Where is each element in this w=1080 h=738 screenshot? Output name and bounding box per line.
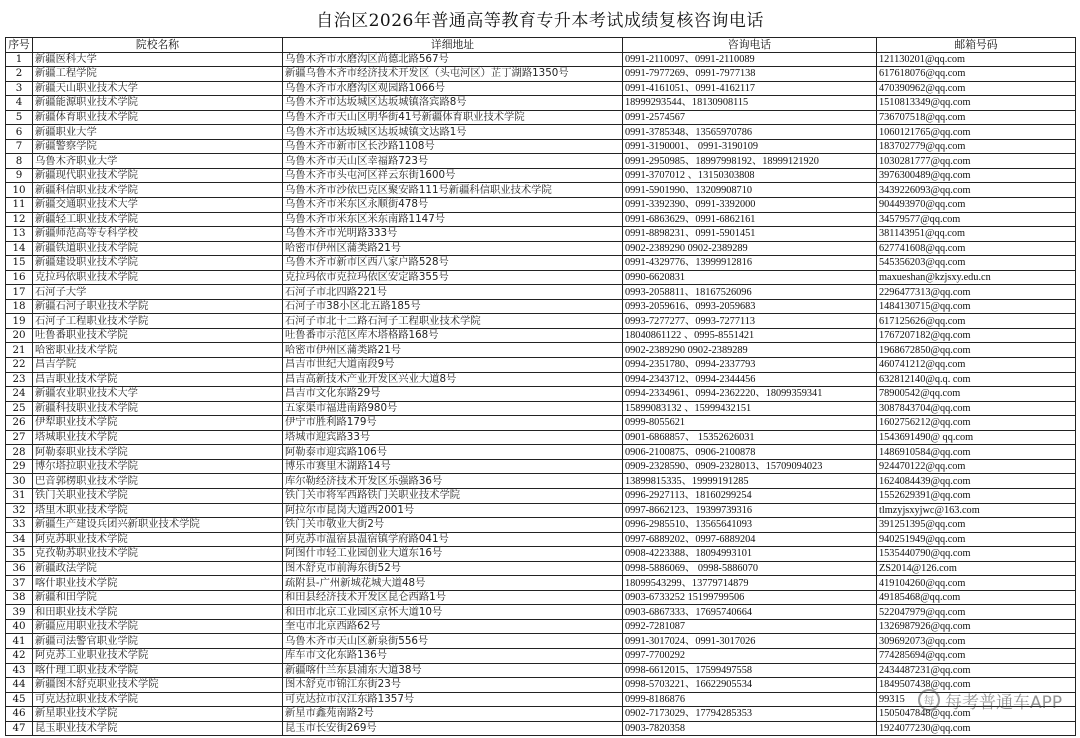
row-number: 9 <box>6 168 33 183</box>
address: 乌鲁木齐市头屯河区祥云东街1600号 <box>283 168 623 183</box>
table-row <box>6 503 1076 518</box>
row-number: 24 <box>6 387 33 402</box>
school-name: 新疆现代职业技术学院 <box>33 168 283 183</box>
address: 和田县经济技术开发区昆仑西路1号 <box>283 590 623 605</box>
table-row <box>6 285 1076 300</box>
table-row <box>6 648 1076 663</box>
email: 627741608@qq.com <box>877 241 1076 256</box>
school-name: 昆玉职业技术学院 <box>33 721 283 736</box>
phone: 0994-2351780、0994-2337793 <box>623 358 877 373</box>
address: 石河子市38小区北五路185号 <box>283 299 623 314</box>
row-number: 46 <box>6 707 33 722</box>
address: 库尔勒经济技术开发区乐强路36号 <box>283 474 623 489</box>
phone: 18099543299、13779714879 <box>623 576 877 591</box>
address: 阿拉尔市昆岗大道西2001号 <box>283 503 623 518</box>
email: 3439226093@qq.com <box>877 183 1076 198</box>
address: 乌鲁木齐市天山区新泉街556号 <box>283 634 623 649</box>
phone: 0991-2110097、0991-2110089 <box>623 52 877 67</box>
email: 309692073@qq.com <box>877 634 1076 649</box>
table-row <box>6 474 1076 489</box>
school-name: 巴音郭楞职业技术学院 <box>33 474 283 489</box>
row-number: 35 <box>6 547 33 562</box>
phone: 0991-2574567 <box>623 110 877 125</box>
row-number: 2 <box>6 67 33 82</box>
table-row <box>6 445 1076 460</box>
address: 库车市文化东路136号 <box>283 648 623 663</box>
phone: 0902-7173029、17794285353 <box>623 707 877 722</box>
email: 617618076@qq.com <box>877 67 1076 82</box>
phone: 0990-6620831 <box>623 270 877 285</box>
row-number: 14 <box>6 241 33 256</box>
table-row <box>6 692 1076 707</box>
address: 乌鲁木齐市米东区永顺街478号 <box>283 198 623 213</box>
address: 昌吉市世纪大道南段9号 <box>283 358 623 373</box>
table-row <box>6 227 1076 242</box>
email: 924470122@qq.com <box>877 459 1076 474</box>
table-row <box>6 343 1076 358</box>
phone: 0991-5901990、13209908710 <box>623 183 877 198</box>
school-name: 新疆能源职业技术学院 <box>33 96 283 111</box>
email: 1552629391@qq.com <box>877 488 1076 503</box>
school-name: 新疆司法警官职业学院 <box>33 634 283 649</box>
table-row <box>6 110 1076 125</box>
email: 470390962@qq.com <box>877 81 1076 96</box>
school-name: 新疆工程学院 <box>33 67 283 82</box>
school-name: 新疆轻工职业技术学院 <box>33 212 283 227</box>
school-name: 哈密职业技术学院 <box>33 343 283 358</box>
email: 2434487231@qq.com <box>877 663 1076 678</box>
email: 1624084439@qq.com <box>877 474 1076 489</box>
school-name: 新疆应用职业技术学院 <box>33 619 283 634</box>
row-number: 7 <box>6 139 33 154</box>
school-name: 塔里木职业技术学院 <box>33 503 283 518</box>
table-body <box>6 52 1076 736</box>
school-name: 新疆体育职业技术学院 <box>33 110 283 125</box>
school-name: 石河子大学 <box>33 285 283 300</box>
email: 121130201@qq.com <box>877 52 1076 67</box>
table-row <box>6 212 1076 227</box>
email: 1535440790@qq.com <box>877 547 1076 562</box>
email: 1484130715@qq.com <box>877 299 1076 314</box>
email: 78900542@qq.com <box>877 387 1076 402</box>
email: 1486910584@qq.com <box>877 445 1076 460</box>
table-row <box>6 721 1076 736</box>
phone: 0998-5703221、16622905534 <box>623 678 877 693</box>
address: 新疆乌鲁木齐市经济技术开发区（头屯河区）芷丁湖路1350号 <box>283 67 623 82</box>
school-name: 阿克苏职业技术学院 <box>33 532 283 547</box>
address: 乌鲁木齐市达坂城区达坂城镇文达路1号 <box>283 125 623 140</box>
table-row <box>6 634 1076 649</box>
row-number: 31 <box>6 488 33 503</box>
address: 乌鲁木齐市天山区幸福路723号 <box>283 154 623 169</box>
address: 石河子市北四路221号 <box>283 285 623 300</box>
phone: 0993-7277277、0993-7277113 <box>623 314 877 329</box>
email: 34579577@qq.com <box>877 212 1076 227</box>
address: 图木舒克市前海东街52号 <box>283 561 623 576</box>
phone: 0991-6863629、0991-6862161 <box>623 212 877 227</box>
header-email: 邮箱号码 <box>877 38 1076 53</box>
header-no: 序号 <box>6 38 33 53</box>
address: 铁门关市将军西路铁门关职业技术学院 <box>283 488 623 503</box>
address: 吐鲁番市示范区库木塔格路168号 <box>283 328 623 343</box>
address: 阿图什市轻工业园创业大道东16号 <box>283 547 623 562</box>
row-number: 43 <box>6 663 33 678</box>
email: 460741212@qq.com <box>877 358 1076 373</box>
email: 1505047848@qq.com <box>877 707 1076 722</box>
address: 昌吉高新技术产业开发区兴业大道8号 <box>283 372 623 387</box>
row-number: 34 <box>6 532 33 547</box>
school-name: 新疆生产建设兵团兴新职业技术学院 <box>33 518 283 533</box>
address: 和田市北京工业园区京怀大道10号 <box>283 605 623 620</box>
email: 1968672850@qq.com <box>877 343 1076 358</box>
school-name: 新疆石河子职业技术学院 <box>33 299 283 314</box>
school-name: 新疆交通职业技术大学 <box>33 198 283 213</box>
address: 乌鲁木齐市沙依巴克区聚安路111号新疆科信职业技术学院 <box>283 183 623 198</box>
address: 昆玉市长安街269号 <box>283 721 623 736</box>
row-number: 1 <box>6 52 33 67</box>
row-number: 21 <box>6 343 33 358</box>
table-row <box>6 125 1076 140</box>
school-name: 阿勒泰职业技术学院 <box>33 445 283 460</box>
table-row <box>6 67 1076 82</box>
table-row <box>6 241 1076 256</box>
email: 545356203@qq.com <box>877 256 1076 271</box>
email: 1924077230@qq.com <box>877 721 1076 736</box>
row-number: 3 <box>6 81 33 96</box>
phone: 18040861122 、0995-8551421 <box>623 328 877 343</box>
email: 1767207182@qq.com <box>877 328 1076 343</box>
phone: 0997-8662123、19399739316 <box>623 503 877 518</box>
phone: 0991-8898231、0991-5901451 <box>623 227 877 242</box>
watermark-text: 每考普通车APP <box>945 692 1063 713</box>
school-name: 新疆铁道职业技术学院 <box>33 241 283 256</box>
row-number: 11 <box>6 198 33 213</box>
table-row <box>6 459 1076 474</box>
school-name: 新疆和田学院 <box>33 590 283 605</box>
table-row <box>6 430 1076 445</box>
email: 1510813349@qq.com <box>877 96 1076 111</box>
table-row <box>6 605 1076 620</box>
email: 774285694@qq.com <box>877 648 1076 663</box>
address: 铁门关市敬业大街2号 <box>283 518 623 533</box>
table-row <box>6 372 1076 387</box>
table-row <box>6 576 1076 591</box>
school-name: 新疆警察学院 <box>33 139 283 154</box>
address: 乌鲁木齐市水磨沟区观园路1066号 <box>283 81 623 96</box>
address: 可克达拉市汉江东路1357号 <box>283 692 623 707</box>
address: 乌鲁木齐市新市区长沙路1108号 <box>283 139 623 154</box>
table-row <box>6 183 1076 198</box>
row-number: 10 <box>6 183 33 198</box>
table-row <box>6 328 1076 343</box>
row-number: 28 <box>6 445 33 460</box>
row-number: 44 <box>6 678 33 693</box>
row-number: 47 <box>6 721 33 736</box>
phone: 13899815335、19999191285 <box>623 474 877 489</box>
table-row <box>6 416 1076 431</box>
table-row <box>6 198 1076 213</box>
email: 1030281777@qq.com <box>877 154 1076 169</box>
app-logo-icon: 每 <box>918 689 940 711</box>
address: 昌吉市文化东路29号 <box>283 387 623 402</box>
school-name: 新疆农业职业技术大学 <box>33 387 283 402</box>
address: 疏附县-广州新城花城大道48号 <box>283 576 623 591</box>
phone: 0996-2927113、18160299254 <box>623 488 877 503</box>
email: 391251395@qq.com <box>877 518 1076 533</box>
email: 1326987926@qq.com <box>877 619 1076 634</box>
school-name: 新疆科技职业技术学院 <box>33 401 283 416</box>
phone: 0999-8186876 <box>623 692 877 707</box>
phone: 0996-2985510、13565641093 <box>623 518 877 533</box>
table-row <box>6 299 1076 314</box>
row-number: 40 <box>6 619 33 634</box>
phone: 0991-3785348、13565970786 <box>623 125 877 140</box>
school-name: 石河子工程职业技术学院 <box>33 314 283 329</box>
table-row <box>6 678 1076 693</box>
email: 1849507438@qq.com <box>877 678 1076 693</box>
row-number: 41 <box>6 634 33 649</box>
school-name: 新星职业技术学院 <box>33 707 283 722</box>
address: 奎屯市北京西路62号 <box>283 619 623 634</box>
phone: 0997-7700292 <box>623 648 877 663</box>
address: 五家渠市福进南路980号 <box>283 401 623 416</box>
email: 381143951@qq.com <box>877 227 1076 242</box>
school-name: 喀什理工职业技术学院 <box>33 663 283 678</box>
header-school: 院校名称 <box>33 38 283 53</box>
address: 图木舒克市锦江东街23号 <box>283 678 623 693</box>
header-row <box>6 38 1076 53</box>
address: 哈密市伊州区蒲类路21号 <box>283 241 623 256</box>
phone: 0997-6889202、0997-6889204 <box>623 532 877 547</box>
table-row <box>6 488 1076 503</box>
address: 乌鲁木齐市天山区明华街41号新疆体育职业技术学院 <box>283 110 623 125</box>
email: 1602756212@qq.com <box>877 416 1076 431</box>
row-number: 8 <box>6 154 33 169</box>
row-number: 36 <box>6 561 33 576</box>
table-row <box>6 81 1076 96</box>
phone: 0909-2328590、0909-2328013、15709094023 <box>623 459 877 474</box>
email: maxueshan@kzjsxy.edu.cn <box>877 270 1076 285</box>
phone: 0992-7281087 <box>623 619 877 634</box>
table-row <box>6 707 1076 722</box>
row-number: 26 <box>6 416 33 431</box>
email: 3976300489@qq.com <box>877 168 1076 183</box>
row-number: 33 <box>6 518 33 533</box>
email: 1543691490@ qq.com <box>877 430 1076 445</box>
phone: 0908-4223388、18094993101 <box>623 547 877 562</box>
phone: 0991-3707012 、13150303808 <box>623 168 877 183</box>
table-row <box>6 663 1076 678</box>
phone: 0991-3190001、 0991-3190109 <box>623 139 877 154</box>
address: 新星市鑫苑南路2号 <box>283 707 623 722</box>
phone: 15899083132 、15999432151 <box>623 401 877 416</box>
address: 博乐市赛里木湖路14号 <box>283 459 623 474</box>
table-row <box>6 256 1076 271</box>
email: 99315 <box>877 692 1076 707</box>
school-name: 新疆建设职业技术学院 <box>33 256 283 271</box>
phone: 0991-4161051、0991-4162117 <box>623 81 877 96</box>
row-number: 5 <box>6 110 33 125</box>
school-name: 阿克苏工业职业技术学院 <box>33 648 283 663</box>
contact-table <box>5 37 1076 736</box>
phone: 18999293544、18130908115 <box>623 96 877 111</box>
row-number: 30 <box>6 474 33 489</box>
email: 940251949@qq.com <box>877 532 1076 547</box>
header-address: 详细地址 <box>283 38 623 53</box>
address: 新疆喀什兰东县浦东大道38号 <box>283 663 623 678</box>
email: 1060121765@qq.com <box>877 125 1076 140</box>
table-row <box>6 168 1076 183</box>
school-name: 新疆政法学院 <box>33 561 283 576</box>
table-row <box>6 619 1076 634</box>
email: 522047979@qq.com <box>877 605 1076 620</box>
phone: 0903-7820358 <box>623 721 877 736</box>
email: 632812140@q.q. com <box>877 372 1076 387</box>
phone: 0902-2389290 0902-2389289 <box>623 343 877 358</box>
phone: 0993-2059616、0993-2059683 <box>623 299 877 314</box>
school-name: 和田职业技术学院 <box>33 605 283 620</box>
email: 419104260@qq.com <box>877 576 1076 591</box>
phone: 0998-6612015、17599497558 <box>623 663 877 678</box>
school-name: 新疆图木舒克职业技术学院 <box>33 678 283 693</box>
address: 哈密市伊州区蒲类路21号 <box>283 343 623 358</box>
table-row <box>6 387 1076 402</box>
school-name: 新疆科信职业技术学院 <box>33 183 283 198</box>
address: 乌鲁木齐市达坂城区达坂城镇洛宾路8号 <box>283 96 623 111</box>
row-number: 25 <box>6 401 33 416</box>
address: 塔城市迎宾路33号 <box>283 430 623 445</box>
phone: 0901-6868857、 15352626031 <box>623 430 877 445</box>
email: 617125626@qq.com <box>877 314 1076 329</box>
row-number: 29 <box>6 459 33 474</box>
phone: 0991-7977269、0991-7977138 <box>623 67 877 82</box>
address: 石河子市北十二路石河子工程职业技术学院 <box>283 314 623 329</box>
email: 2296477313@qq.com <box>877 285 1076 300</box>
row-number: 27 <box>6 430 33 445</box>
phone: 0998-5886069、 0998-5886070 <box>623 561 877 576</box>
school-name: 昌吉职业技术学院 <box>33 372 283 387</box>
table-row <box>6 401 1076 416</box>
table-row <box>6 561 1076 576</box>
row-number: 15 <box>6 256 33 271</box>
school-name: 克拉玛依职业技术学院 <box>33 270 283 285</box>
school-name: 塔城职业技术学院 <box>33 430 283 445</box>
school-name: 新疆职业大学 <box>33 125 283 140</box>
address: 阿克苏市温宿县温宿镇学府路041号 <box>283 532 623 547</box>
row-number: 13 <box>6 227 33 242</box>
row-number: 17 <box>6 285 33 300</box>
address: 阿勒泰市迎宾路106号 <box>283 445 623 460</box>
phone: 0991-4329776、13999912816 <box>623 256 877 271</box>
address: 乌鲁木齐市新市区西八家户路528号 <box>283 256 623 271</box>
row-number: 20 <box>6 328 33 343</box>
school-name: 可克达拉职业技术学院 <box>33 692 283 707</box>
row-number: 19 <box>6 314 33 329</box>
table-row <box>6 314 1076 329</box>
row-number: 32 <box>6 503 33 518</box>
phone: 0993-2058811、18167526096 <box>623 285 877 300</box>
address: 克拉玛依市克拉玛依区安定路355号 <box>283 270 623 285</box>
row-number: 16 <box>6 270 33 285</box>
phone: 0902-2389290 0902-2389289 <box>623 241 877 256</box>
phone: 0991-3017024、0991-3017026 <box>623 634 877 649</box>
row-number: 45 <box>6 692 33 707</box>
row-number: 4 <box>6 96 33 111</box>
phone: 0903-6867333、17695740664 <box>623 605 877 620</box>
email: tlmzyjsxyjwc@163.com <box>877 503 1076 518</box>
email: 736707518@qq.com <box>877 110 1076 125</box>
email: 904493970@qq.com <box>877 198 1076 213</box>
email: 49185468@qq.com <box>877 590 1076 605</box>
table-row <box>6 532 1076 547</box>
address: 乌鲁木齐市水磨沟区尚德北路567号 <box>283 52 623 67</box>
phone: 0994-2343712、0994-2344456 <box>623 372 877 387</box>
row-number: 38 <box>6 590 33 605</box>
school-name: 伊犁职业技术学院 <box>33 416 283 431</box>
phone: 0999-8055621 <box>623 416 877 431</box>
row-number: 22 <box>6 358 33 373</box>
email: 3087843704@qq.com <box>877 401 1076 416</box>
table-row <box>6 154 1076 169</box>
row-number: 12 <box>6 212 33 227</box>
address: 乌鲁木齐市光明路333号 <box>283 227 623 242</box>
email: ZS2014@126.com <box>877 561 1076 576</box>
row-number: 42 <box>6 648 33 663</box>
school-name: 吐鲁番职业技术学院 <box>33 328 283 343</box>
document-title: 自治区2026年普通高等教育专升本考试成绩复核咨询电话 <box>316 11 764 31</box>
table-row <box>6 96 1076 111</box>
table-row <box>6 590 1076 605</box>
phone: 0994-2334961、0994-2362220、18099359341 <box>623 387 877 402</box>
school-name: 博尔塔拉职业技术学院 <box>33 459 283 474</box>
email: 183702779@qq.com <box>877 139 1076 154</box>
row-number: 39 <box>6 605 33 620</box>
table-row <box>6 270 1076 285</box>
school-name: 乌鲁木齐职业大学 <box>33 154 283 169</box>
row-number: 18 <box>6 299 33 314</box>
phone: 0906-2100875、0906-2100878 <box>623 445 877 460</box>
school-name: 新疆天山职业技术大学 <box>33 81 283 96</box>
watermark <box>918 686 1068 714</box>
table-row <box>6 547 1076 562</box>
row-number: 23 <box>6 372 33 387</box>
school-name: 新疆师范高等专科学校 <box>33 227 283 242</box>
row-number: 6 <box>6 125 33 140</box>
header-phone: 咨询电话 <box>623 38 877 53</box>
table-row <box>6 52 1076 67</box>
table-row <box>6 139 1076 154</box>
school-name: 昌吉学院 <box>33 358 283 373</box>
phone: 0903-6733252 15199799506 <box>623 590 877 605</box>
address: 伊宁市胜利路179号 <box>283 416 623 431</box>
phone: 0991-2950985、18997998192、18999121920 <box>623 154 877 169</box>
row-number: 37 <box>6 576 33 591</box>
school-name: 新疆医科大学 <box>33 52 283 67</box>
school-name: 铁门关职业技术学院 <box>33 488 283 503</box>
phone: 0991-3392390、0991-3392000 <box>623 198 877 213</box>
school-name: 喀什职业技术学院 <box>33 576 283 591</box>
table-row <box>6 358 1076 373</box>
school-name: 克孜勒苏职业技术学院 <box>33 547 283 562</box>
address: 乌鲁木齐市米东区米东南路1147号 <box>283 212 623 227</box>
table-row <box>6 518 1076 533</box>
